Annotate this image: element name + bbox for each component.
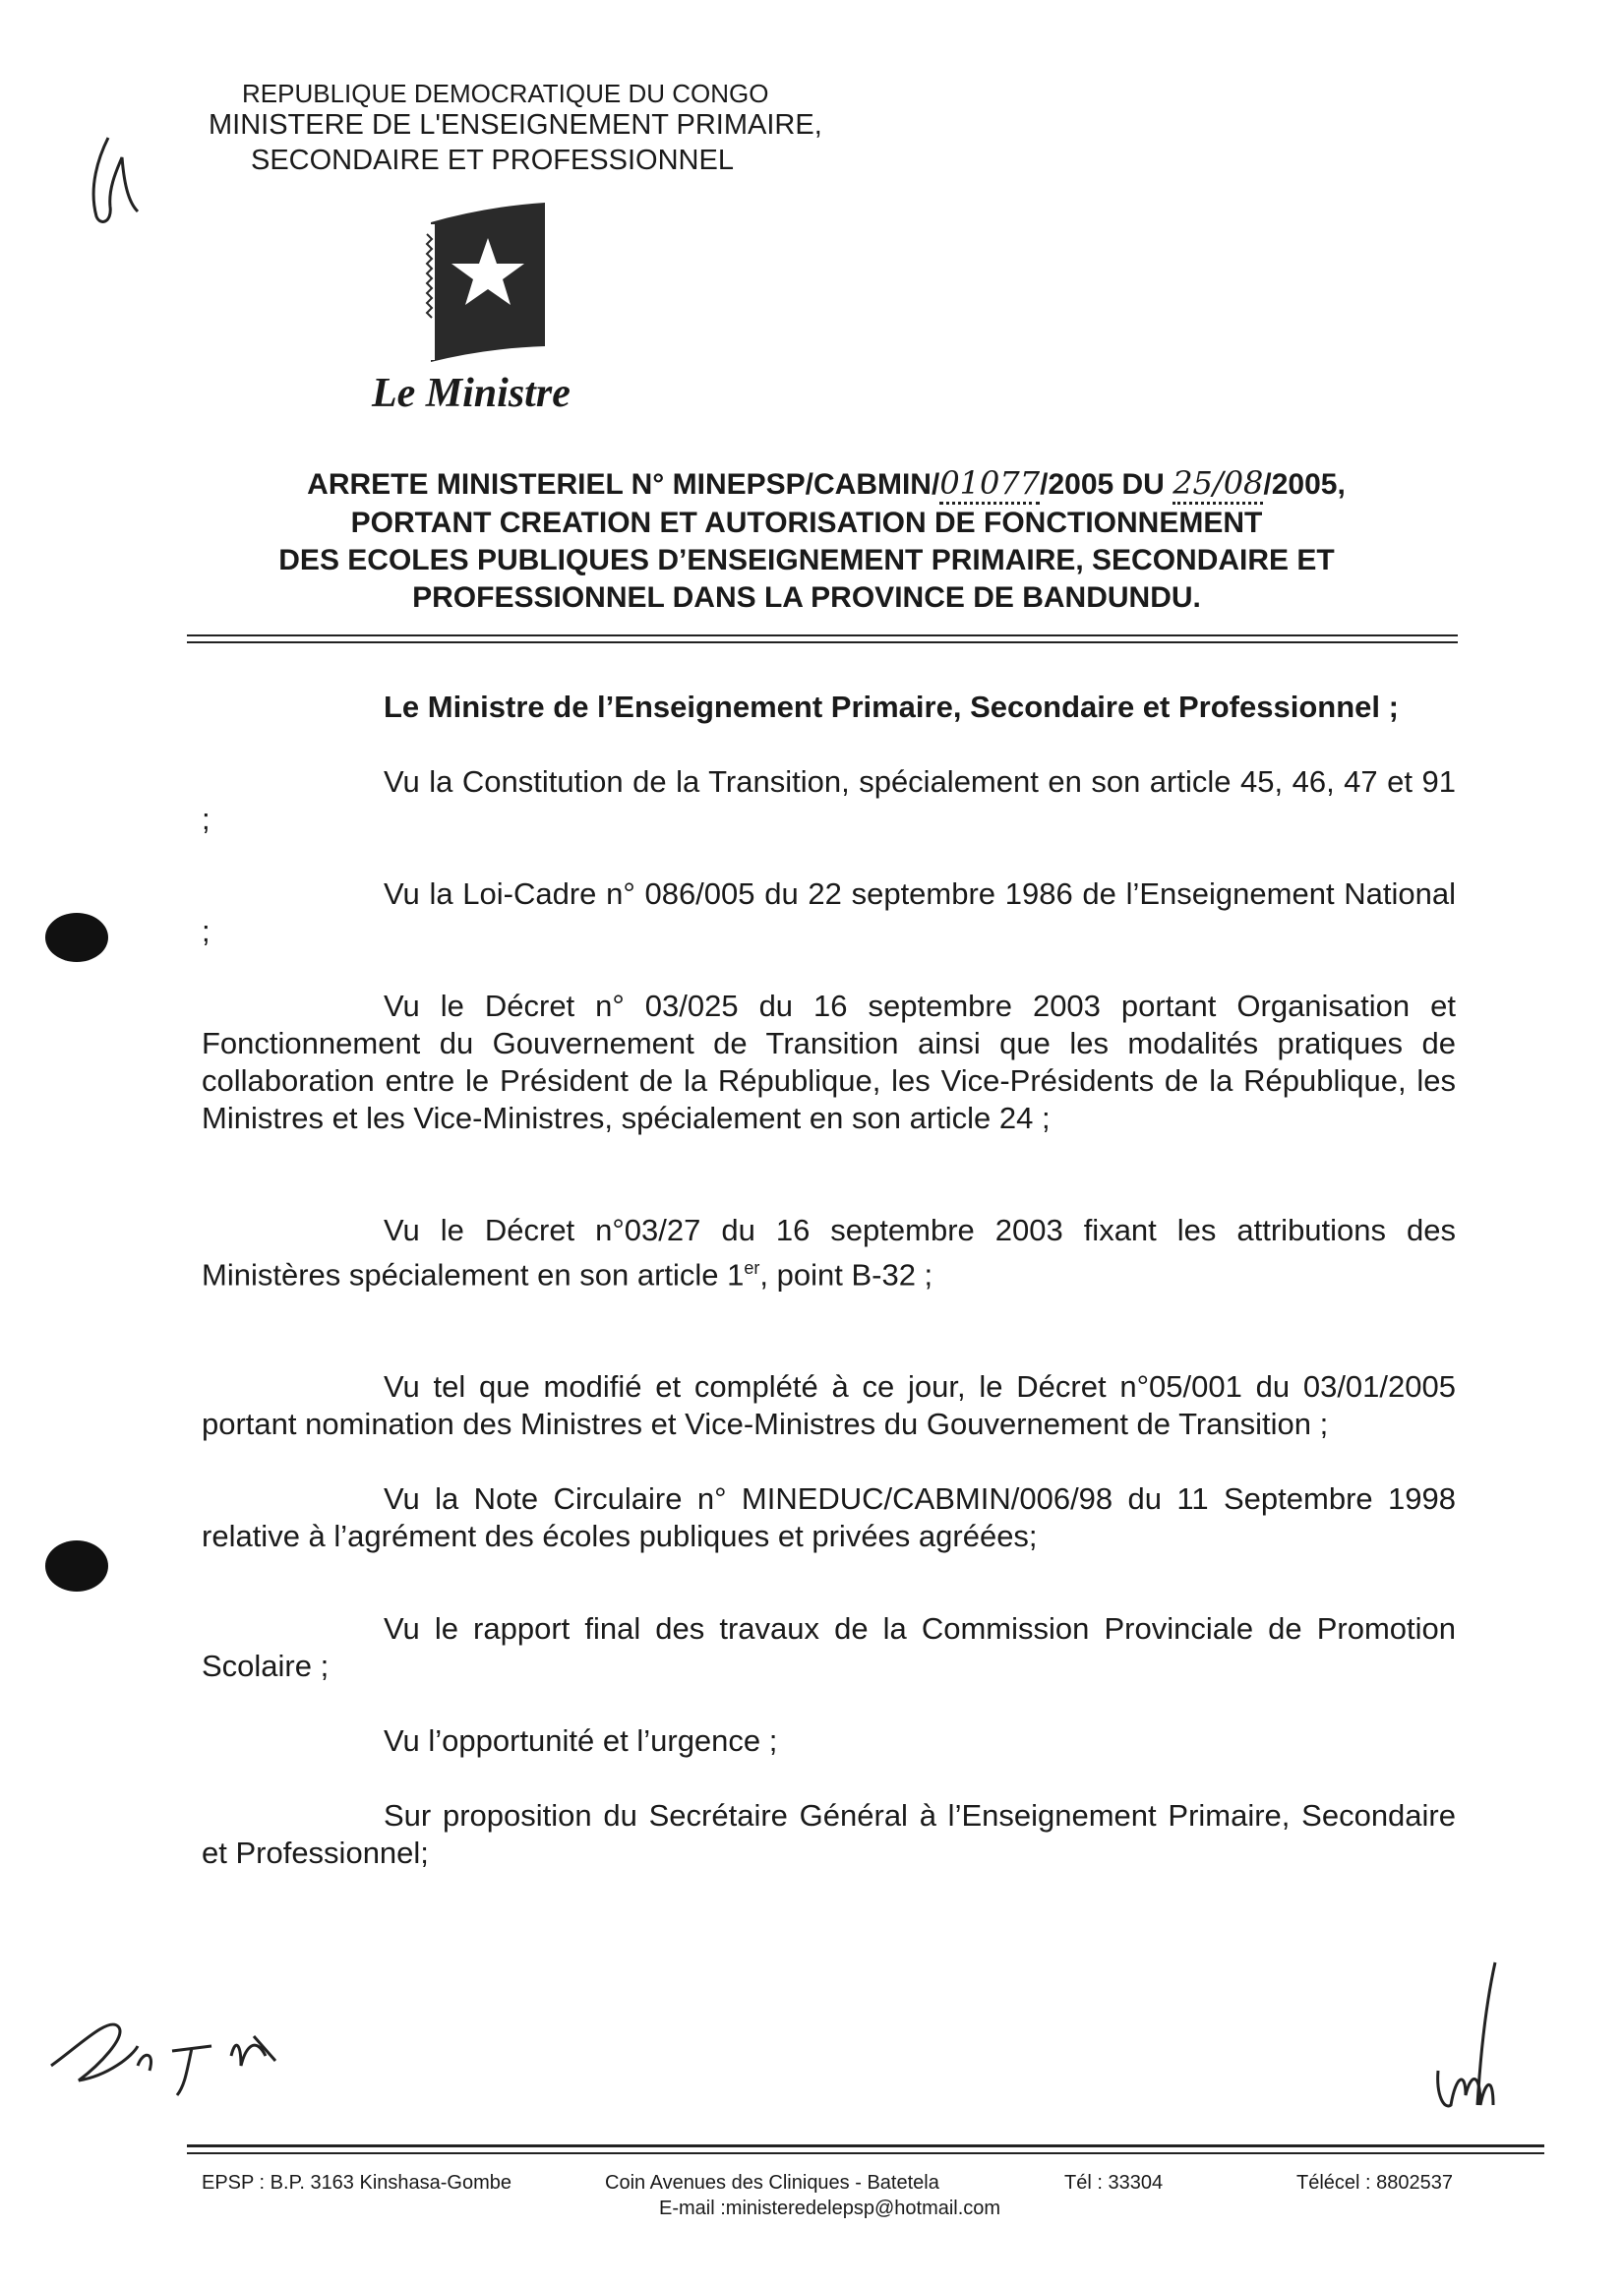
republic-name: REPUBLIQUE DEMOCRATIQUE DU CONGO bbox=[242, 79, 769, 108]
paragraph-decret-27-end: , point B-32 ; bbox=[759, 1257, 933, 1293]
paragraph-decret-27 bbox=[202, 1212, 1456, 1294]
ministry-name-line1: MINISTERE DE L'ENSEIGNEMENT PRIMAIRE, bbox=[209, 109, 822, 141]
title-divider bbox=[187, 634, 1458, 636]
decree-title-line4: PROFESSIONNEL DANS LA PROVINCE DE BANDUNDU. bbox=[412, 581, 1201, 614]
punch-hole-mark bbox=[45, 1540, 108, 1592]
footer-divider bbox=[187, 2144, 1544, 2147]
decree-title-line1 bbox=[148, 464, 1466, 505]
national-flag-emblem bbox=[417, 201, 553, 364]
paragraph-decret-27-text: Vu le Décret n°03/27 du 16 septembre 2003 fixant les attributions des Ministères spécialement en son article 1 bbox=[202, 1213, 1456, 1293]
paragraph-proposition: Sur proposition du Secrétaire Général à l’Enseignement Primaire, Secondaire et Professionnel; bbox=[202, 1798, 1456, 1871]
paragraph-decret-27-superscript: er bbox=[744, 1258, 760, 1278]
decree-title bbox=[148, 464, 1466, 617]
handwritten-signature bbox=[1426, 1958, 1515, 2125]
decree-number-prefix: ARRETE MINISTERIEL N° MINEPSP/CABMIN/ bbox=[307, 468, 940, 501]
paragraph-loi-cadre: Vu la Loi-Cadre n° 086/005 du 22 septembre 1986 de l’Enseignement National ; bbox=[202, 876, 1456, 948]
punch-hole-mark bbox=[45, 913, 108, 962]
handwritten-paraph-signature bbox=[39, 2007, 285, 2105]
decree-date-handwritten: 25/08 bbox=[1173, 464, 1263, 505]
paragraph-constitution: Vu la Constitution de la Transition, spécialement en son article 45, 46, 47 et 91 ; bbox=[202, 764, 1456, 836]
intro-paragraph: Le Ministre de l’Enseignement Primaire, Secondaire et Professionnel ; bbox=[384, 690, 1399, 724]
decree-body bbox=[202, 689, 1456, 1872]
paragraph-decret-05-001: Vu tel que modifié et complété à ce jour, le Décret n°05/001 du 03/01/2005 portant nomination des Ministres et Vice-Ministres du Gouvernement de Transition ; bbox=[202, 1369, 1456, 1442]
footer-location: Coin Avenues des Cliniques - Batetela bbox=[605, 2172, 939, 2194]
decree-year-suffix: /2005, bbox=[1263, 468, 1346, 501]
handwritten-initials-mark bbox=[79, 128, 148, 236]
footer-address: EPSP : B.P. 3163 Kinshasa-Gombe bbox=[202, 2172, 512, 2194]
ministry-name-line2: SECONDAIRE ET PROFESSIONNEL bbox=[251, 145, 734, 176]
decree-number-handwritten: 01077 bbox=[939, 464, 1040, 505]
footer-telecel: Télécel : 8802537 bbox=[1296, 2172, 1454, 2194]
decree-year-du: /2005 DU bbox=[1040, 468, 1173, 501]
title-divider-secondary bbox=[187, 641, 1458, 643]
paragraph-rapport-final: Vu le rapport final des travaux de la Commission Provinciale de Promotion Scolaire ; bbox=[202, 1611, 1456, 1684]
decree-title-line3: DES ECOLES PUBLIQUES D’ENSEIGNEMENT PRIMAIRE, SECONDAIRE ET bbox=[278, 544, 1335, 576]
paragraph-opportunite: Vu l’opportunité et l’urgence ; bbox=[384, 1723, 778, 1759]
footer-divider-secondary bbox=[187, 2152, 1544, 2154]
footer-telephone: Tél : 33304 bbox=[1064, 2172, 1164, 2194]
paragraph-decret-025: Vu le Décret n° 03/025 du 16 septembre 2003 portant Organisation et Fonctionnement du Gouvernement de Transition ainsi que les modalités pratiques de collaboration entre le Président de la République, les Vice-Présidents de la République, les Ministres et les Vice-Ministres, spécialement en son article 24 ; bbox=[202, 989, 1456, 1135]
paragraph-note-circulaire: Vu la Note Circulaire n° MINEDUC/CABMIN/006/98 du 11 Septembre 1998 relative à l’agrément des écoles publiques et privées agréées; bbox=[202, 1481, 1456, 1554]
decree-title-line2: PORTANT CREATION ET AUTORISATION DE FONCTIONNEMENT bbox=[350, 507, 1263, 539]
footer-email: E-mail :ministeredelepsp@hotmail.com bbox=[659, 2198, 1001, 2219]
minister-title: Le Ministre bbox=[372, 371, 571, 416]
